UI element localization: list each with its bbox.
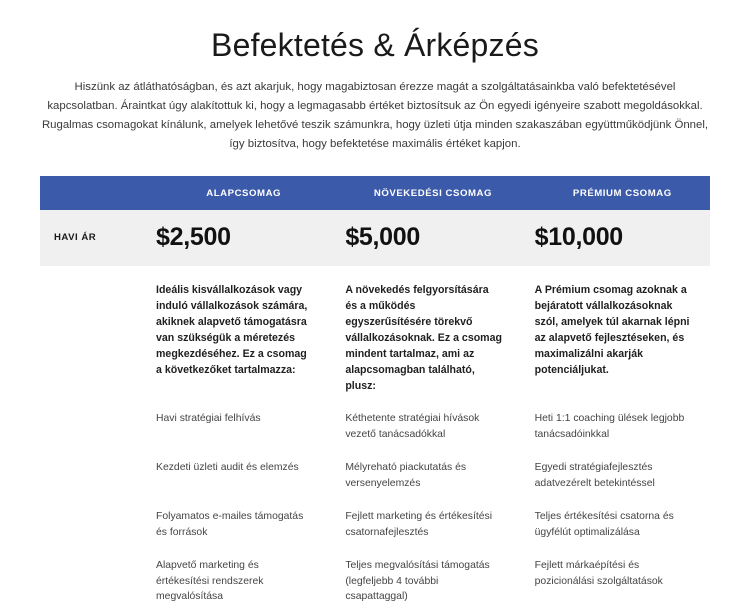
price-value: $5,000 xyxy=(345,223,420,252)
feature-cell-growth xyxy=(331,549,520,614)
table-row-description xyxy=(40,266,710,402)
table-row-monthly-price xyxy=(40,210,710,266)
feature-text: Kezdeti üzleti audit és elemzés xyxy=(156,462,299,474)
description-text: Ideális kisvállalkozások vagy induló vállalkozások számára, akiknek alapvető támogatásra van szükségük a méretezés megkezdéséhez. Ez a csomag a következőket tartalmazza: xyxy=(156,284,308,377)
table-row xyxy=(40,549,710,614)
column-header-label: NÖVEKEDÉSI CSOMAG xyxy=(373,188,493,200)
feature-cell-basic xyxy=(142,402,331,451)
row-label-cell xyxy=(40,549,142,614)
row-label: HAVI ÁR xyxy=(54,231,97,243)
feature-cell-basic xyxy=(142,451,331,500)
feature-text: Fejlett marketing és értékesítési csatornafejlesztés xyxy=(345,511,493,538)
description-text: A növekedés felgyorsítására és a működés egyszerűsítésére törekvő vállalkozásoknak. Ez a csomag mindent tartalmaz, ami az alapcsomagban található, plusz: xyxy=(345,284,502,393)
pricing-table xyxy=(40,176,710,614)
feature-text: Fejlett márkaépítési és pozicionálási szolgáltatások xyxy=(534,560,663,587)
feature-text: Havi stratégiai felhívás xyxy=(156,413,261,425)
feature-text: Heti 1:1 coaching ülések legjobb tanácsadóinkkal xyxy=(534,413,685,440)
column-header-label: PRÉMIUM CSOMAG xyxy=(572,188,672,200)
feature-cell-growth xyxy=(331,402,520,451)
feature-text: Mélyreható piackutatás és versenyelemzés xyxy=(345,462,467,489)
row-label-cell xyxy=(40,210,142,266)
feature-cell-growth xyxy=(331,451,520,500)
row-label-cell xyxy=(40,402,142,451)
header-corner-cell xyxy=(40,176,142,210)
feature-cell-basic xyxy=(142,500,331,549)
price-cell-premium xyxy=(521,210,710,266)
hero-section xyxy=(0,0,750,154)
price-cell-growth xyxy=(331,210,520,266)
feature-text: Teljes értékesítési csatorna és ügyfélút optimalizálása xyxy=(534,511,674,538)
row-label-cell xyxy=(40,451,142,500)
pricing-table-wrapper xyxy=(40,176,710,614)
price-cell-basic xyxy=(142,210,331,266)
feature-cell-premium xyxy=(521,451,710,500)
feature-text: Folyamatos e-mailes támogatás és források xyxy=(156,511,304,538)
page-title: Befektetés & Árképzés xyxy=(211,27,539,63)
description-cell-basic xyxy=(142,266,331,402)
table-row xyxy=(40,451,710,500)
feature-text: Kéthetente stratégiai hívások vezető tanácsadókkal xyxy=(345,413,480,440)
feature-text: Teljes megvalósítási támogatás (legfeljebb 4 további csapattaggal) xyxy=(345,560,490,603)
description-text: A Prémium csomag azoknak a bejáratott vállalkozásoknak szól, amelyek túl akarnak lépni az alapvető fejlesztéseken, és maximalizálni akarják potenciáljukat. xyxy=(534,284,690,377)
table-header-row xyxy=(40,176,710,210)
row-label-cell xyxy=(40,266,142,402)
feature-cell-growth xyxy=(331,500,520,549)
feature-cell-premium xyxy=(521,549,710,614)
column-header-premium xyxy=(521,176,710,210)
pricing-table-head xyxy=(40,176,710,210)
description-cell-premium xyxy=(521,266,710,402)
description-cell-growth xyxy=(331,266,520,402)
feature-text: Alapvető marketing és értékesítési rendszerek megvalósítása xyxy=(156,560,264,603)
feature-cell-premium xyxy=(521,500,710,549)
price-value: $2,500 xyxy=(156,223,231,252)
feature-cell-premium xyxy=(521,402,710,451)
feature-text: Egyedi stratégiafejlesztés adatvezérelt betekintéssel xyxy=(534,462,655,489)
table-row xyxy=(40,402,710,451)
price-value: $10,000 xyxy=(534,223,623,252)
pricing-table-body xyxy=(40,210,710,614)
column-header-basic xyxy=(142,176,331,210)
page-subtitle: Hiszünk az átláthatóságban, és azt akarjuk, hogy magabiztosan érezze magát a szolgáltatásainkba való befektetésével kapcsolatban. Áraintkat úgy alakítottuk ki, hogy a legmagasabb értéket biztosítsuk az Ön egyedi igényeire szabott megoldásokkal. Rugalmas csomagokat kínálunk, amelyek lehetővé teszik számunkra, hogy üzleti útja minden szakaszában együttműködjünk Önnel, így biztosítva, hogy befektetése maximális értéket kapjon. xyxy=(41,81,709,151)
row-label-cell xyxy=(40,500,142,549)
feature-cell-basic xyxy=(142,549,331,614)
column-header-growth xyxy=(331,176,520,210)
table-row xyxy=(40,500,710,549)
column-header-label: ALAPCSOMAG xyxy=(206,188,282,200)
